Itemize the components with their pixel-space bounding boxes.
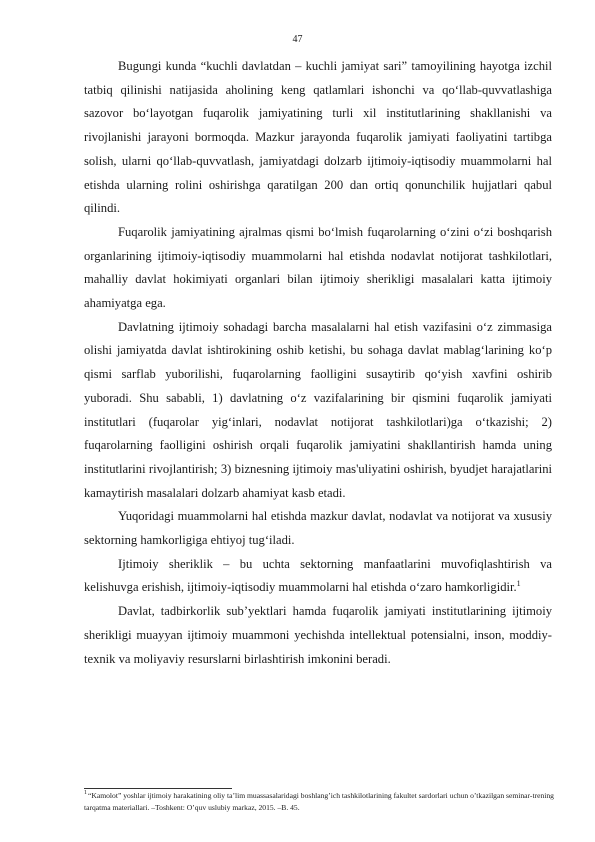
- footnote-text: “Kamolot” yoshlar ijtimoiy harakatining oliy ta’lim muassasalaridagi boshlang’ich tashkilotlarining fakultet sardorlari uchun o’tkazilgan seminar-trening tarqatma materiallari. –Toshkent: O’quv uslubiy markaz, 2015. –B. 45.: [84, 791, 554, 812]
- paragraph-1: Bugungi kunda “kuchli davlatdan – kuchli jamiyat sari” tamoyilining hayotga izchil tatbiq qilinishi natijasida aholining keng qatlamlari ishonchi va qo‘llab-quvvatlashiga sazovor bo‘layotgan fuqarolik jamiyatining turli xil institutlarining shakllanishi va rivojlanishi jarayoni bormoqda. Mazkur jarayonda fuqarolik jamiyati faoliyatini tartibga solish, ularni qo‘llab-quvvatlash, jamiyatdagi dolzarb ijtimoiy-iqtisodiy muammolarni hal etishda ularning rolini oshirishga qaratilgan 200 dan ortiq qonunchilik hujjatlari qabul qilindi.: [84, 59, 552, 216]
- footnote-divider: [84, 788, 232, 789]
- page-number: 47: [292, 34, 303, 45]
- paragraph-4: Yuqoridagi muammolarni hal etishda mazkur davlat, nodavlat va notijorat va xususiy sektorning hamkorligiga ehtiyoj tug‘iladi.: [84, 509, 552, 548]
- footnote-reference[interactable]: 1: [516, 579, 521, 589]
- paragraph-6: Davlat, tadbirkorlik sub’yektlari hamda fuqarolik jamiyati institutlarining ijtimoiy sherikligi muayyan ijtimoiy muammoni yechishda intellektual potensialni, inson, moddiy-texnik va moliyaviy resurslarni birlashtirish imkonini beradi.: [84, 604, 552, 666]
- footnote-number: 1: [84, 790, 87, 797]
- paragraph-5: [84, 553, 552, 600]
- paragraph-5-text: Ijtimoiy sheriklik – bu uchta sektorning manfaatlarini muvofiqlashtirish va kelishuvga erishish, ijtimoiy-iqtisodiy muammolarni hal etishda o‘zaro hamkorligidir.: [84, 556, 552, 595]
- footnote: [84, 790, 554, 814]
- paragraph-3: Davlatning ijtimoiy sohadagi barcha masalalarni hal etish vazifasini o‘z zimmasiga olishi jamiyatda davlat ishtirokining oshib ketishi, bu sohaga davlat mablag‘larining ko‘p qismi sarflab yuborilishi, fuqarolarning faolligini susaytirib qo‘yish xavfini oshirib yuboradi. Shu sababli, 1) davlatning o‘z vazifalarining bir qismini fuqarolik jamiyati institutlari (fuqarolar yig‘inlari, nodavlat notijorat tashkilotlari)ga o‘tkazishi; 2) fuqarolarning faolligini oshirish orqali fuqarolik jamiyatini shakllantirish hamda uning institutlarini rivojlantirish; 3) biznesning ijtimoiy mas'uliyatini oshirish, byudjet harajatlarini kamaytirish masalalari dolzarb ahamiyat kasb etadi.: [84, 319, 552, 500]
- paragraph-2: Fuqarolik jamiyatining ajralmas qismi bo‘lmish fuqarolarning o‘zini o‘zi boshqarish organlarining ijtimoiy-iqtisodiy muammolarni hal etishda nodavlat notijorat tashkilotlari, mahalliy davlat hokimiyati organlari bilan ijtimoiy sherikligi masalalari katta ijtimoiy ahamiyatga ega.: [84, 224, 552, 311]
- body-text: [84, 55, 552, 671]
